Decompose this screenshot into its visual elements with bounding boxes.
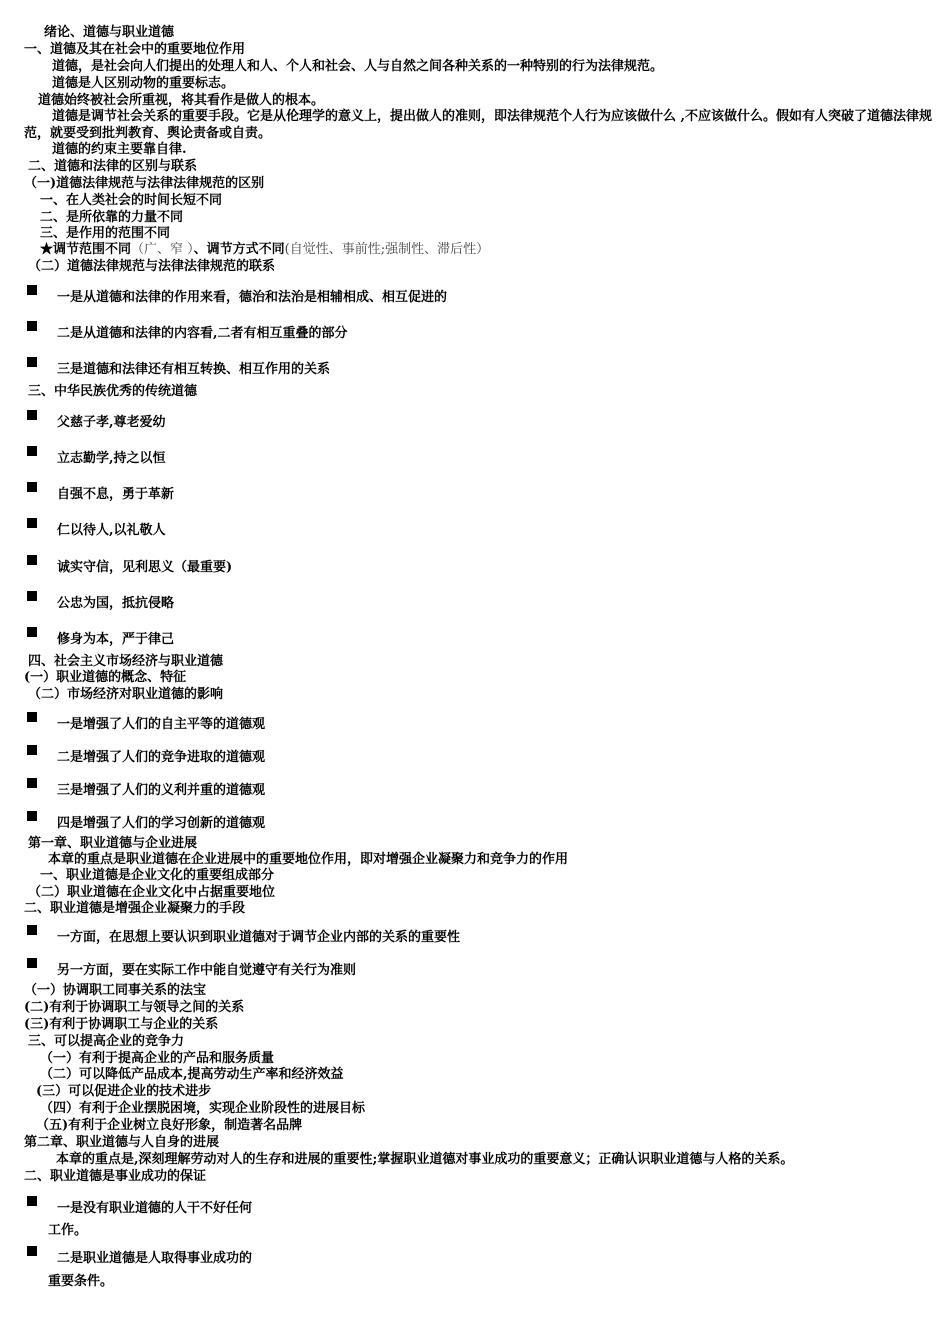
- section-heading: 二、职业道德是事业成功的保证: [24, 1169, 207, 1184]
- square-bullet-icon: [27, 482, 37, 492]
- subsection-heading: （二）市场经济对职业道德的影响: [28, 687, 224, 702]
- subsection-heading: (三)有利于协调职工与企业的关系: [24, 1017, 219, 1032]
- list-item: 一是从道德和法律的作用来看，德治和法治是相辅相成、相互促进的: [57, 290, 448, 305]
- square-bullet-icon: [27, 1196, 37, 1206]
- square-bullet-icon: [27, 925, 37, 935]
- list-item: 三是道德和法律还有相互转换、相互作用的关系: [57, 362, 331, 377]
- subsection-heading: （二）道德法律规范与法律法律规范的联系: [28, 259, 276, 274]
- square-bullet-icon: [27, 321, 37, 331]
- list-item: （四）有利于企业摆脱困境，实现企业阶段性的进展目标: [40, 1101, 366, 1116]
- chapter-heading: 第一章、职业道德与企业进展: [28, 836, 198, 851]
- list-item: 三、是作用的范围不同: [40, 226, 171, 241]
- text-run: ★调节范围不同: [40, 242, 132, 257]
- subsection-heading: （一)道德法律规范与法律法律规范的区别: [24, 176, 265, 191]
- square-bullet-icon: [27, 410, 37, 420]
- square-bullet-icon: [27, 958, 37, 968]
- paragraph: 道德是人区别动物的重要标志。: [52, 76, 235, 91]
- list-item: 一是增强了人们的自主平等的道德观: [57, 717, 266, 732]
- list-item: 三是增强了人们的义利并重的道德观: [57, 783, 266, 798]
- list-item: （二）可以降低产品成本,提高劳动生产率和经济效益: [40, 1067, 344, 1082]
- square-bullet-icon: [27, 446, 37, 456]
- paragraph: 道德始终被社会所重视，将其看作是做人的根本。: [38, 93, 325, 108]
- square-bullet-icon: [27, 1246, 37, 1256]
- text-run: （广、窄 ）: [131, 242, 194, 257]
- list-item-continuation: 重要条件。: [48, 1274, 114, 1289]
- heading-intro: 绪论、道德与职业道德: [44, 25, 175, 40]
- list-item: 四是增强了人们的学习创新的道德观: [57, 816, 266, 831]
- square-bullet-icon: [27, 712, 37, 722]
- subsection-heading: (一）职业道德的概念、特征: [24, 670, 187, 685]
- paragraph: 道德的约束主要靠自律.: [52, 142, 187, 157]
- list-item: [40, 241, 489, 258]
- square-bullet-icon: [27, 811, 37, 821]
- paragraph: 本章的重点是,深刻理解劳动对人的生存和进展的重要性;掌握职业道德对事业成功的重要意义；正确认识职业道德与人格的关系。: [56, 1152, 794, 1167]
- list-item: 一、在人类社会的时间长短不同: [40, 193, 223, 208]
- chapter-heading: 第二章、职业道德与人自身的进展: [24, 1135, 220, 1150]
- paragraph: 道德是调节社会关系的重要手段。它是从伦理学的意义上，提出做人的准则，即法律规范个人行为应该做什么 ,不应该做什么。假如有人突破了道德法律规范，就要受到批判教育、舆论责备或自责。: [24, 109, 933, 141]
- square-bullet-icon: [27, 591, 37, 601]
- list-item: （一）有利于提高企业的产品和服务质量: [40, 1051, 275, 1066]
- paragraph: 道德，是社会向人们提出的处理人和人、个人和社会、人与自然之间各种关系的一种特别的行为法律规范。: [52, 59, 664, 74]
- list-item-continuation: 工作。: [48, 1223, 88, 1238]
- text-run: (自觉性、事前性;强制性、滞后性）: [284, 242, 490, 257]
- list-item: 仁以待人,以礼敬人: [57, 523, 166, 538]
- list-item: 另一方面，要在实际工作中能自觉遵守有关行为准则: [57, 963, 357, 978]
- square-bullet-icon: [27, 357, 37, 367]
- square-bullet-icon: [27, 745, 37, 755]
- subsection-heading: (二)有利于协调职工与领导之间的关系: [24, 1000, 245, 1015]
- list-item: 立志勤学,持之以恒: [57, 451, 166, 466]
- subsection-heading: （二）职业道德在企业文化中占据重要地位: [28, 885, 276, 900]
- section-heading: 四、社会主义市场经济与职业道德: [28, 654, 224, 669]
- list-item: 父慈子孝,尊老爱幼: [57, 415, 166, 430]
- section-heading: 一、道德及其在社会中的重要地位作用: [24, 42, 246, 57]
- list-item: (三）可以促进企业的技术进步: [36, 1084, 212, 1099]
- list-item: 诚实守信，见利思义（最重要): [57, 560, 233, 575]
- section-heading: 三、可以提高企业的竞争力: [28, 1034, 185, 1049]
- list-item: 二、是所依靠的力量不同: [40, 210, 184, 225]
- list-item: 自强不息，勇于革新: [57, 487, 175, 502]
- section-heading: 三、中华民族优秀的传统道德: [28, 384, 198, 399]
- square-bullet-icon: [27, 285, 37, 295]
- list-item: 一是没有职业道德的人干不好任何: [57, 1201, 253, 1216]
- square-bullet-icon: [27, 778, 37, 788]
- section-heading: 一、职业道德是企业文化的重要组成部分: [40, 868, 275, 883]
- section-heading: 二、职业道德是增强企业凝聚力的手段: [24, 901, 246, 916]
- list-item: 公忠为国，抵抗侵略: [57, 596, 175, 611]
- section-heading: 二、道德和法律的区别与联系: [28, 159, 198, 174]
- subsection-heading: （一）协调职工同事关系的法宝: [24, 983, 207, 998]
- square-bullet-icon: [27, 555, 37, 565]
- list-item: （五)有利于企业树立良好形象，制造著名品牌: [36, 1118, 303, 1133]
- square-bullet-icon: [27, 627, 37, 637]
- list-item: 二是职业道德是人取得事业成功的: [57, 1251, 253, 1266]
- list-item: 二是增强了人们的竞争进取的道德观: [57, 750, 266, 765]
- text-run: 、调节方式不同: [193, 242, 285, 257]
- paragraph: 本章的重点是职业道德在企业进展中的重要地位作用，即对增强企业凝聚力和竞争力的作用: [48, 852, 569, 867]
- list-item: 二是从道德和法律的内容看,二者有相互重叠的部分: [57, 326, 348, 341]
- square-bullet-icon: [27, 518, 37, 528]
- list-item: 一方面，在思想上要认识到职业道德对于调节企业内部的关系的重要性: [57, 930, 461, 945]
- list-item: 修身为本，严于律己: [57, 632, 175, 647]
